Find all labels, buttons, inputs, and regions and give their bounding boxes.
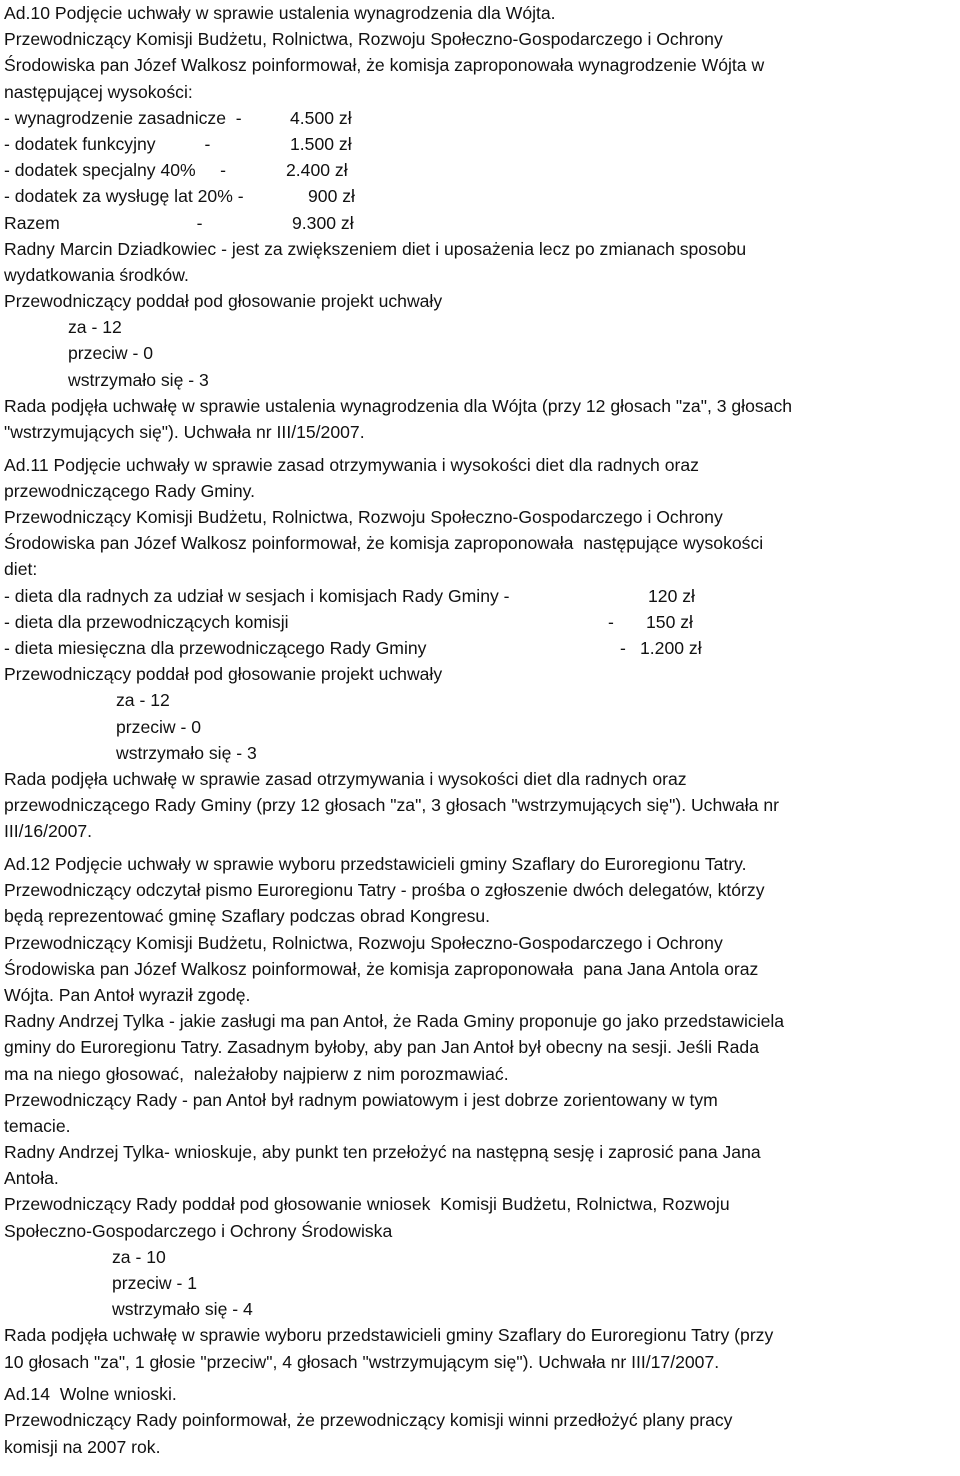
paragraph-line: Przewodniczący poddał pod głosowanie projekt uchwały [4,291,443,312]
diet-dash: - [620,638,626,658]
paragraph-line: Przewodniczący Komisji Budżetu, Rolnictwa, Rozwoju Społeczno-Gospodarczego i Ochrony [4,932,723,953]
paragraph-line: Przewodniczący Rady - pan Antoł był radnym powiatowym i jest dobrze zorientowany w tym [4,1089,718,1110]
salary-item [4,105,960,131]
paragraph-line: III/16/2007. [4,821,93,842]
diet-item [4,609,960,635]
paragraph-line: Środowiska pan Józef Walkosz poinformował, że komisja zaproponowała następujące wysokości [4,533,764,554]
vote-for: za - 10 [112,1246,166,1267]
paragraph-line: przewodniczącego Rady Gminy (przy 12 głosach "za", 3 głosach "wstrzymujących się"). Uchwała nr [4,795,779,816]
section-ad10 [4,0,960,445]
document-page [4,0,960,1460]
paragraph-line: 10 głosach "za", 1 głosie "przeciw", 4 głosach "wstrzymującym się"). Uchwała nr III/17/2007. [4,1351,720,1372]
paragraph-line: Antoła. [4,1168,59,1189]
diet-label: - dieta dla przewodniczących komisji [4,611,289,632]
paragraph-line: temacie. [4,1115,71,1136]
diet-item [4,583,960,609]
paragraph-line: Rada podjęła uchwałę w sprawie wyboru przedstawicieli gminy Szaflary do Euroregionu Tatry (przy [4,1325,774,1346]
paragraph-line: Przewodniczący Rady poinformował, że przewodniczący komisji winni przedłożyć plany pracy [4,1410,733,1431]
salary-label: - dodatek specjalny 40% - [4,160,226,181]
salary-item [4,183,960,209]
diet-item [4,635,960,661]
section-ad11 [4,452,960,845]
salary-value: 1.500 zł [290,133,352,154]
section-heading: Ad.14 Wolne wnioski. [4,1384,177,1405]
vote-against: przeciw - 0 [116,716,202,737]
vote-for: za - 12 [68,317,122,338]
paragraph-line: Radny Andrzej Tylka- wnioskuje, aby punkt ten przełożyć na następną sesję i zaprosić pana Jana [4,1142,761,1163]
paragraph-line: diet: [4,559,38,580]
paragraph-line: będą reprezentować gminę Szaflary podczas obrad Kongresu. [4,906,491,927]
salary-value: 4.500 zł [290,107,352,128]
diet-value: 120 zł [648,585,695,606]
diet-dash: - [608,611,614,632]
salary-label: - dodatek za wysługę lat 20% - [4,186,244,207]
paragraph-line: komisji na 2007 rok. [4,1436,161,1457]
diet-value: 150 zł [646,611,693,632]
paragraph-line: Społeczno-Gospodarczego i Ochrony Środowiska [4,1220,393,1241]
paragraph-line: Radny Andrzej Tylka - jakie zasługi ma pan Antoł, że Rada Gminy proponuje go jako przedstawiciela [4,1011,785,1032]
paragraph-line: ma na niego głosować, należałoby najpierw z nim porozmawiać. [4,1063,509,1084]
vote-for: za - 12 [116,690,170,711]
paragraph-line: wydatkowania środków. [4,264,189,285]
vote-abstained: wstrzymało się - 4 [112,1299,253,1320]
paragraph-line: Środowiska pan Józef Walkosz poinformował, że komisja zaproponowała wynagrodzenie Wójta w [4,55,765,76]
vote-against: przeciw - 0 [68,343,154,364]
paragraph-line: Przewodniczący poddał pod głosowanie projekt uchwały [4,664,443,685]
diet-value: 1.200 zł [640,638,702,658]
section-ad14 [4,1381,960,1460]
salary-total [4,210,960,236]
diet-label: - dieta dla radnych za udział w sesjach i komisjach Rady Gminy - [4,585,510,606]
paragraph-line: Przewodniczący Rady poddał pod głosowanie wniosek Komisji Budżetu, Rolnictwa, Rozwoju [4,1194,730,1215]
paragraph-line: Przewodniczący Komisji Budżetu, Rolnictwa, Rozwoju Społeczno-Gospodarczego i Ochrony [4,29,723,50]
paragraph-line: Przewodniczący Komisji Budżetu, Rolnictwa, Rozwoju Społeczno-Gospodarczego i Ochrony [4,507,723,528]
section-ad12 [4,851,960,1375]
paragraph-line: Środowiska pan Józef Walkosz poinformował, że komisja zaproponowała pana Jana Antola oraz [4,958,759,979]
salary-label: Razem - [4,212,203,233]
salary-value: 9.300 zł [292,212,354,233]
paragraph-line: Radny Marcin Dziadkowiec - jest za zwiększeniem diet i uposażenia lecz po zmianach sposobu [4,238,747,259]
paragraph-line: Przewodniczący odczytał pismo Euroregionu Tatry - prośba o zgłoszenie dwóch delegatów, którzy [4,880,765,901]
vote-abstained: wstrzymało się - 3 [116,742,257,763]
vote-against: przeciw - 1 [112,1273,198,1293]
paragraph-line: "wstrzymujących się"). Uchwała nr III/15/2007. [4,422,365,442]
diet-label: - dieta miesięczna dla przewodniczącego Rady Gminy [4,638,427,658]
salary-label: - wynagrodzenie zasadnicze - [4,107,242,128]
paragraph-line: Wójta. Pan Antoł wyraził zgodę. [4,984,251,1005]
vote-abstained: wstrzymało się - 3 [68,369,209,390]
paragraph-line: Rada podjęła uchwałę w sprawie ustalenia wynagrodzenia dla Wójta (przy 12 głosach "za", 3 głosach [4,395,793,416]
paragraph-line: następującej wysokości: [4,81,193,102]
section-heading: przewodniczącego Rady Gminy. [4,480,255,501]
section-heading: Ad.10 Podjęcie uchwały w sprawie ustalenia wynagrodzenia dla Wójta. [4,3,556,23]
salary-item [4,131,960,157]
paragraph-line: Rada podjęła uchwałę w sprawie zasad otrzymywania i wysokości diet dla radnych oraz [4,768,687,789]
salary-value: 2.400 zł [286,160,348,181]
salary-value: 900 zł [308,186,355,207]
salary-item [4,157,960,183]
paragraph-line: gminy do Euroregionu Tatry. Zasadnym byłoby, aby pan Jan Antoł był obecny na sesji. Jeśli Rada [4,1037,759,1058]
section-heading: Ad.11 Podjęcie uchwały w sprawie zasad otrzymywania i wysokości diet dla radnych oraz [4,454,699,475]
salary-label: - dodatek funkcyjny - [4,133,211,154]
section-heading: Ad.12 Podjęcie uchwały w sprawie wyboru przedstawicieli gminy Szaflary do Euroregionu Tatry. [4,854,747,874]
